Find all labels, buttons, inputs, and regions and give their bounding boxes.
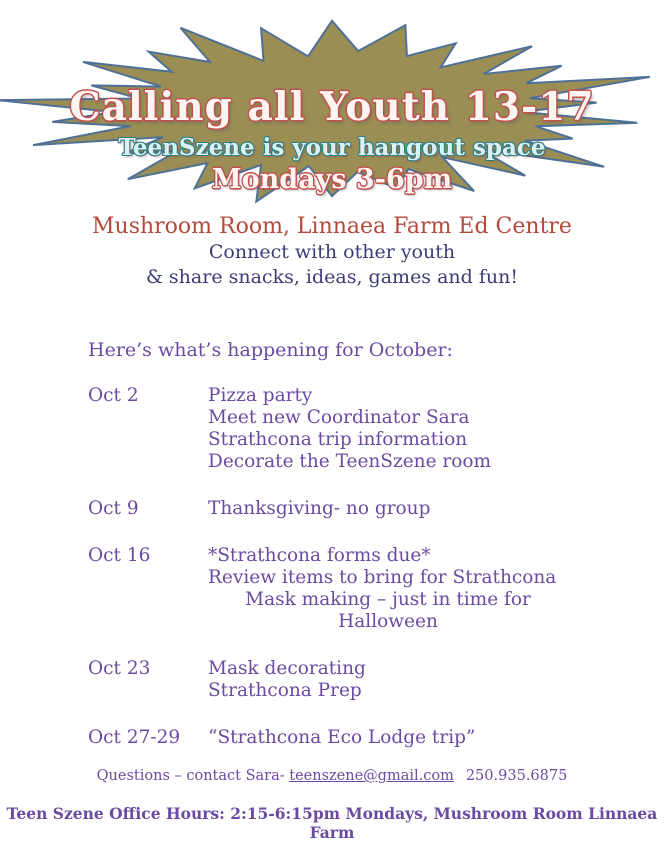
event-line: Pizza party xyxy=(208,385,313,406)
schedule-event-row xyxy=(88,727,588,749)
intro-block xyxy=(0,214,664,290)
event-line: Mask decorating xyxy=(208,658,366,679)
event-description xyxy=(208,545,568,633)
intro-line-1: Connect with other youth xyxy=(208,241,456,263)
flyer-subtitle: TeenSzene is your hangout space xyxy=(118,134,546,161)
event-line: *Strathcona forms due* xyxy=(208,545,431,566)
event-line: “Strathcona Eco Lodge trip” xyxy=(208,727,476,748)
office-hours-line: Teen Szene Office Hours: 2:15-6:15pm Mondays, Mushroom Room Linnaea Farm xyxy=(6,804,658,842)
event-date: Oct 9 xyxy=(88,498,139,519)
schedule-event-row xyxy=(88,545,588,633)
event-date: Oct 27-29 xyxy=(88,727,181,748)
october-schedule xyxy=(88,339,588,774)
event-date: Oct 23 xyxy=(88,658,151,679)
event-line: Meet new Coordinator Sara xyxy=(208,407,470,428)
flyer-title: Calling all Youth 13-17 xyxy=(69,84,595,130)
event-line: Strathcona trip information xyxy=(208,429,468,450)
schedule-event-row xyxy=(88,385,588,473)
contact-line xyxy=(0,768,664,784)
flyer-time: Mondays 3-6pm xyxy=(211,164,453,195)
schedule-list xyxy=(88,385,588,749)
event-date: Oct 2 xyxy=(88,385,139,406)
event-line: Decorate the TeenSzene room xyxy=(208,451,492,472)
email-link[interactable]: teenszene@gmail.com xyxy=(289,768,454,784)
event-line: Thanksgiving- no group xyxy=(208,498,431,519)
event-line: Review items to bring for Strathcona xyxy=(208,567,557,588)
starburst-banner xyxy=(0,12,664,214)
schedule-event-row xyxy=(88,658,588,702)
contact-prefix: Questions – contact Sara- xyxy=(96,768,290,784)
event-description xyxy=(208,727,568,749)
contact-phone: 250.935.6875 xyxy=(465,768,568,784)
event-line: Strathcona Prep xyxy=(208,680,362,701)
schedule-heading: Here’s what’s happening for October: xyxy=(88,339,453,361)
event-date: Oct 16 xyxy=(88,545,151,566)
event-line-centered: Mask making – just in time for xyxy=(245,589,531,610)
event-description xyxy=(208,385,568,473)
event-description xyxy=(208,658,568,702)
location-heading: Mushroom Room, Linnaea Farm Ed Centre xyxy=(92,214,572,239)
intro-line-2: & share snacks, ideas, games and fun! xyxy=(145,266,519,288)
schedule-event-row xyxy=(88,498,588,520)
event-description xyxy=(208,498,568,520)
event-line-centered: Halloween xyxy=(338,611,438,632)
